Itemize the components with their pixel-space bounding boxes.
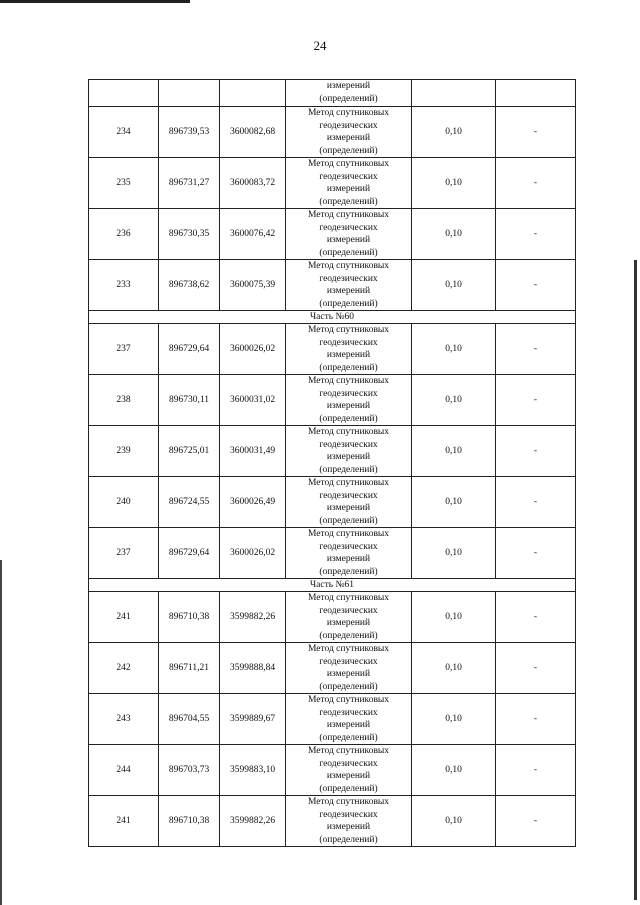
cell-description: -: [496, 426, 576, 477]
method-line: геодезических: [319, 809, 378, 820]
point-row: [89, 477, 576, 528]
method-line: (определений): [319, 834, 378, 845]
cell-y: 3600076,42: [220, 209, 286, 260]
cell-x: 896703,73: [159, 745, 220, 796]
method-line: измерений: [326, 235, 371, 245]
method-line: Метод спутниковых: [307, 797, 390, 807]
cell-point-number: 244: [89, 745, 159, 796]
cell-x: 896739,53: [159, 107, 220, 158]
method-line: (определений): [319, 515, 378, 526]
cell-point-number: 242: [89, 643, 159, 694]
method-line: (определений): [319, 413, 378, 424]
cell-accuracy: 0,10: [412, 324, 496, 375]
method-line: геодезических: [319, 337, 378, 348]
method-line: (определений): [319, 93, 378, 104]
cell-accuracy: 0,10: [412, 528, 496, 579]
method-line: (определений): [319, 145, 378, 156]
method-line: геодезических: [319, 541, 378, 552]
cell-method: [286, 796, 412, 847]
cell-method: [286, 107, 412, 158]
method-line: геодезических: [319, 120, 378, 131]
point-row: [89, 592, 576, 643]
method-line: геодезических: [319, 388, 378, 399]
cell-point-number: 237: [89, 528, 159, 579]
cell-description: -: [496, 528, 576, 579]
method-line: геодезических: [319, 490, 378, 501]
method-line: измерений: [326, 669, 371, 679]
cell-x: 896710,38: [159, 796, 220, 847]
point-row: [89, 694, 576, 745]
method-line: (определений): [319, 630, 378, 641]
method-line: измерений: [326, 503, 371, 513]
cell-x: 896710,38: [159, 592, 220, 643]
cell-y: 3599883,10: [220, 745, 286, 796]
cell-accuracy: 0,10: [412, 426, 496, 477]
method-line: геодезических: [319, 758, 378, 769]
method-line: (определений): [319, 196, 378, 207]
cell-y: 3600026,02: [220, 528, 286, 579]
method-line: измерений: [326, 133, 371, 143]
cell-description: -: [496, 796, 576, 847]
cell-accuracy: 0,10: [412, 158, 496, 209]
cell-x: 896704,55: [159, 694, 220, 745]
section-header-row: [89, 311, 576, 324]
cell-method: [286, 592, 412, 643]
method-line: (определений): [319, 681, 378, 692]
method-line: измерений: [326, 452, 371, 462]
point-row: [89, 643, 576, 694]
cell-x: 896738,62: [159, 260, 220, 311]
point-row: [89, 107, 576, 158]
page-number: 24: [313, 38, 327, 53]
cell-point-number: 237: [89, 324, 159, 375]
cell-x: 896730,35: [159, 209, 220, 260]
method-line: измерений: [326, 401, 371, 411]
cell-description: -: [496, 375, 576, 426]
method-line: геодезических: [319, 707, 378, 718]
method-line: Метод спутниковых: [307, 746, 390, 756]
cell-description: -: [496, 260, 576, 311]
method-line: геодезических: [319, 605, 378, 616]
method-line: Метод спутниковых: [307, 695, 390, 705]
cell-y: [220, 80, 286, 107]
method-line: (определений): [319, 783, 378, 794]
cell-accuracy: 0,10: [412, 592, 496, 643]
cell-method: [286, 694, 412, 745]
cell-y: 3599889,67: [220, 694, 286, 745]
cell-method: [286, 528, 412, 579]
cell-accuracy: 0,10: [412, 796, 496, 847]
cell-method: [286, 375, 412, 426]
point-row: [89, 796, 576, 847]
method-line: геодезических: [319, 656, 378, 667]
cell-y: 3600083,72: [220, 158, 286, 209]
cell-point-number: 240: [89, 477, 159, 528]
cell-description: [496, 80, 576, 107]
cell-accuracy: 0,10: [412, 375, 496, 426]
method-line: измерений: [326, 81, 371, 91]
method-line: Метод спутниковых: [307, 529, 390, 539]
method-line: Метод спутниковых: [307, 210, 390, 220]
cell-method: [286, 209, 412, 260]
cell-x: 896711,21: [159, 643, 220, 694]
cell-x: [159, 80, 220, 107]
method-line: геодезических: [319, 222, 378, 233]
method-line: (определений): [319, 732, 378, 743]
cell-description: -: [496, 158, 576, 209]
coordinates-table: [88, 79, 576, 847]
method-line: Метод спутниковых: [307, 261, 390, 271]
point-row: [89, 209, 576, 260]
cell-description: -: [496, 694, 576, 745]
cell-accuracy: [412, 80, 496, 107]
cell-y: 3600082,68: [220, 107, 286, 158]
cell-y: 3600075,39: [220, 260, 286, 311]
cell-point-number: 241: [89, 796, 159, 847]
cell-x: 896724,55: [159, 477, 220, 528]
method-line: измерений: [326, 184, 371, 194]
cell-description: -: [496, 643, 576, 694]
method-line: (определений): [319, 566, 378, 577]
method-line: Метод спутниковых: [307, 593, 390, 603]
method-line: геодезических: [319, 439, 378, 450]
method-line: (определений): [319, 247, 378, 258]
point-row: [89, 324, 576, 375]
method-line: (определений): [319, 464, 378, 475]
continuation-row: [89, 80, 576, 107]
cell-x: 896729,64: [159, 528, 220, 579]
cell-y: 3599882,26: [220, 592, 286, 643]
method-line: Метод спутниковых: [307, 325, 390, 335]
cell-y: 3599888,84: [220, 643, 286, 694]
cell-method: [286, 80, 412, 107]
method-line: геодезических: [319, 273, 378, 284]
cell-y: 3600026,49: [220, 477, 286, 528]
scan-right-edge: [634, 260, 637, 900]
cell-point-number: 239: [89, 426, 159, 477]
method-line: Метод спутниковых: [307, 108, 390, 118]
cell-accuracy: 0,10: [412, 477, 496, 528]
scan-left-edge: [0, 560, 2, 905]
cell-method: [286, 260, 412, 311]
method-line: измерений: [326, 554, 371, 564]
cell-method: [286, 477, 412, 528]
cell-accuracy: 0,10: [412, 209, 496, 260]
cell-x: 896731,27: [159, 158, 220, 209]
method-line: Метод спутниковых: [307, 478, 390, 488]
cell-description: -: [496, 209, 576, 260]
cell-point-number: 241: [89, 592, 159, 643]
scan-top-rule: [0, 0, 190, 3]
coordinates-table-body: [89, 80, 576, 847]
cell-method: [286, 158, 412, 209]
cell-point-number: [89, 80, 159, 107]
section-label: Часть №60: [89, 311, 576, 324]
cell-x: 896725,01: [159, 426, 220, 477]
method-line: (определений): [319, 362, 378, 373]
cell-accuracy: 0,10: [412, 260, 496, 311]
section-label: Часть №61: [89, 579, 576, 592]
method-line: измерений: [326, 350, 371, 360]
cell-x: 896729,64: [159, 324, 220, 375]
section-header-row: [89, 579, 576, 592]
cell-description: -: [496, 477, 576, 528]
method-line: измерений: [326, 771, 371, 781]
point-row: [89, 260, 576, 311]
cell-point-number: 236: [89, 209, 159, 260]
cell-method: [286, 426, 412, 477]
cell-accuracy: 0,10: [412, 745, 496, 796]
cell-description: -: [496, 745, 576, 796]
cell-point-number: 238: [89, 375, 159, 426]
method-line: измерений: [326, 720, 371, 730]
cell-accuracy: 0,10: [412, 107, 496, 158]
method-line: измерений: [326, 822, 371, 832]
cell-y: 3600026,02: [220, 324, 286, 375]
cell-accuracy: 0,10: [412, 643, 496, 694]
method-line: (определений): [319, 298, 378, 309]
cell-y: 3599882,26: [220, 796, 286, 847]
cell-accuracy: 0,10: [412, 694, 496, 745]
cell-y: 3600031,02: [220, 375, 286, 426]
cell-description: -: [496, 107, 576, 158]
method-line: измерений: [326, 618, 371, 628]
cell-y: 3600031,49: [220, 426, 286, 477]
point-row: [89, 745, 576, 796]
method-line: Метод спутниковых: [307, 427, 390, 437]
cell-method: [286, 745, 412, 796]
point-row: [89, 375, 576, 426]
cell-point-number: 233: [89, 260, 159, 311]
cell-point-number: 235: [89, 158, 159, 209]
cell-description: -: [496, 592, 576, 643]
point-row: [89, 158, 576, 209]
method-line: геодезических: [319, 171, 378, 182]
cell-point-number: 234: [89, 107, 159, 158]
method-line: Метод спутниковых: [307, 159, 390, 169]
method-line: Метод спутниковых: [307, 644, 390, 654]
point-row: [89, 528, 576, 579]
cell-x: 896730,11: [159, 375, 220, 426]
cell-method: [286, 643, 412, 694]
cell-point-number: 243: [89, 694, 159, 745]
cell-method: [286, 324, 412, 375]
method-line: измерений: [326, 286, 371, 296]
cell-description: -: [496, 324, 576, 375]
method-line: Метод спутниковых: [307, 376, 390, 386]
point-row: [89, 426, 576, 477]
